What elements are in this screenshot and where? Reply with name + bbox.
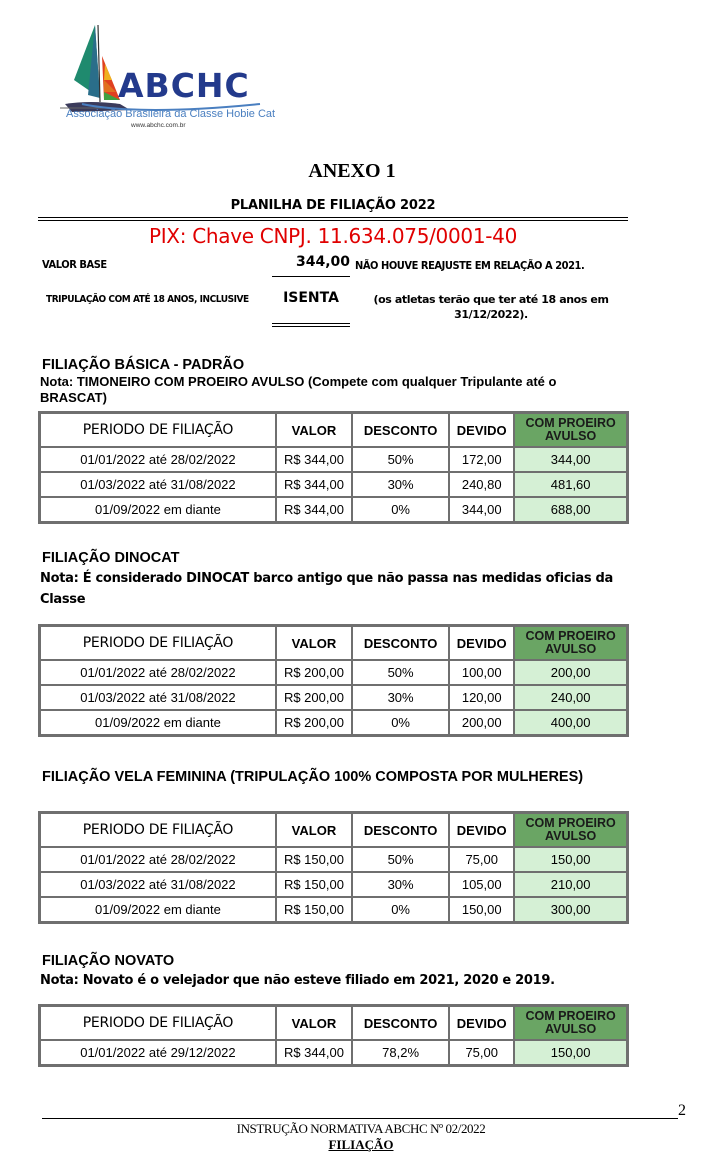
cell-desconto: 50% <box>352 847 449 872</box>
section-note: Nota: Novato é o velejador que não esteve filiado em 2021, 2020 e 2019. <box>40 973 555 988</box>
cell-desconto: 30% <box>352 872 449 897</box>
double-rule <box>38 217 628 221</box>
fee-table-basica <box>38 411 629 524</box>
cell-valor: R$ 200,00 <box>276 710 352 736</box>
cell-devido: 105,00 <box>449 872 514 897</box>
col-valor: VALOR <box>276 626 352 661</box>
cell-devido: 240,80 <box>449 472 514 497</box>
youth-label: TRIPULAÇÃO COM ATÉ 18 ANOS, INCLUSIVE <box>46 294 249 305</box>
page-number: 2 <box>678 1102 686 1119</box>
cell-desconto: 50% <box>352 447 449 472</box>
cell-com-proeiro: 240,00 <box>514 685 627 710</box>
col-devido: DEVIDO <box>449 813 514 848</box>
cell-periodo: 01/01/2022 até 28/02/2022 <box>40 447 276 472</box>
table-row <box>40 872 628 897</box>
col-com-proeiro: COM PROEIRO AVULSO <box>514 626 627 661</box>
col-valor: VALOR <box>276 813 352 848</box>
table-header-row <box>40 413 628 448</box>
cell-valor: R$ 344,00 <box>276 447 352 472</box>
table-row <box>40 710 628 736</box>
col-valor: VALOR <box>276 413 352 448</box>
cell-desconto: 0% <box>352 897 449 923</box>
cell-com-proeiro: 150,00 <box>514 1040 627 1066</box>
cell-desconto: 78,2% <box>352 1040 449 1066</box>
logo-name: ABCHC <box>118 66 250 105</box>
cell-devido: 120,00 <box>449 685 514 710</box>
table-header-row <box>40 813 628 848</box>
table-row <box>40 685 628 710</box>
col-periodo: PERIODO DE FILIAÇÃO <box>40 813 276 848</box>
col-valor: VALOR <box>276 1006 352 1041</box>
cell-valor: R$ 150,00 <box>276 872 352 897</box>
section-title: FILIAÇÃO VELA FEMININA (TRIPULAÇÃO 100% COMPOSTA POR MULHERES) <box>42 769 584 785</box>
cell-devido: 150,00 <box>449 897 514 923</box>
cell-com-proeiro: 344,00 <box>514 447 627 472</box>
cell-com-proeiro: 300,00 <box>514 897 627 923</box>
cell-com-proeiro: 688,00 <box>514 497 627 523</box>
cell-valor: R$ 150,00 <box>276 847 352 872</box>
col-devido: DEVIDO <box>449 413 514 448</box>
cell-devido: 75,00 <box>449 1040 514 1066</box>
cell-devido: 75,00 <box>449 847 514 872</box>
cell-valor: R$ 344,00 <box>276 1040 352 1066</box>
fee-table-dinocat <box>38 624 629 737</box>
cell-periodo: 01/09/2022 em diante <box>40 497 276 523</box>
table-row <box>40 472 628 497</box>
col-desconto: DESCONTO <box>352 813 449 848</box>
col-desconto: DESCONTO <box>352 413 449 448</box>
base-value-note: NÃO HOUVE REAJUSTE EM RELAÇÃO A 2021. <box>355 259 585 272</box>
table-row <box>40 1040 628 1066</box>
col-periodo: PERIODO DE FILIAÇÃO <box>40 413 276 448</box>
table-header-row <box>40 626 628 661</box>
cell-periodo: 01/03/2022 até 31/08/2022 <box>40 872 276 897</box>
table-row <box>40 497 628 523</box>
section-note: Nota: É considerado DINOCAT barco antigo que não passa nas medidas oficias da Classe <box>40 571 613 607</box>
base-value-underline <box>272 276 350 277</box>
cell-devido: 344,00 <box>449 497 514 523</box>
pix-key: PIX: Chave CNPJ. 11.634.075/0001-40 <box>148 224 518 248</box>
col-desconto: DESCONTO <box>352 626 449 661</box>
cell-desconto: 0% <box>352 497 449 523</box>
youth-value: ISENTA <box>283 290 339 306</box>
cell-valor: R$ 344,00 <box>276 472 352 497</box>
youth-note: (os atletas terão que ter até 18 anos em 31/12/2022). <box>373 293 609 321</box>
cell-periodo: 01/03/2022 até 31/08/2022 <box>40 685 276 710</box>
cell-devido: 200,00 <box>449 710 514 736</box>
cell-devido: 100,00 <box>449 660 514 685</box>
cell-com-proeiro: 210,00 <box>514 872 627 897</box>
fee-table-novato <box>38 1004 629 1067</box>
section-note: Nota: TIMONEIRO COM PROEIRO AVULSO (Compete com qualquer Tripulante até o BRASCAT) <box>40 374 557 405</box>
base-value: 344,00 <box>295 254 350 270</box>
cell-com-proeiro: 481,60 <box>514 472 627 497</box>
col-periodo: PERIODO DE FILIAÇÃO <box>40 626 276 661</box>
col-periodo: PERIODO DE FILIAÇÃO <box>40 1006 276 1041</box>
footer-subject: FILIAÇÃO <box>328 1137 394 1152</box>
logo-subtitle: Associação Brasileira da Classe Hobie Cat <box>66 108 276 120</box>
cell-periodo: 01/01/2022 até 28/02/2022 <box>40 847 276 872</box>
col-com-proeiro: COM PROEIRO AVULSO <box>514 413 627 448</box>
col-com-proeiro: COM PROEIRO AVULSO <box>514 813 627 848</box>
footer-instruction: INSTRUÇÃO NORMATIVA ABCHC Nº 02/2022 <box>236 1121 486 1136</box>
table-row <box>40 447 628 472</box>
section-title: FILIAÇÃO DINOCAT <box>42 550 180 566</box>
cell-valor: R$ 344,00 <box>276 497 352 523</box>
col-devido: DEVIDO <box>449 626 514 661</box>
annex-title: ANEXO 1 <box>308 160 396 182</box>
cell-com-proeiro: 400,00 <box>514 710 627 736</box>
cell-periodo: 01/01/2022 até 29/12/2022 <box>40 1040 276 1066</box>
section-title: FILIAÇÃO BÁSICA - PADRÃO <box>42 357 245 373</box>
base-value-label: VALOR BASE <box>42 258 107 271</box>
cell-desconto: 50% <box>352 660 449 685</box>
cell-periodo: 01/09/2022 em diante <box>40 710 276 736</box>
sheet-title: PLANILHA DE FILIAÇÃO 2022 <box>230 198 436 213</box>
cell-valor: R$ 200,00 <box>276 685 352 710</box>
table-row <box>40 897 628 923</box>
col-com-proeiro: COM PROEIRO AVULSO <box>514 1006 627 1041</box>
cell-desconto: 30% <box>352 685 449 710</box>
cell-periodo: 01/09/2022 em diante <box>40 897 276 923</box>
cell-periodo: 01/03/2022 até 31/08/2022 <box>40 472 276 497</box>
cell-com-proeiro: 150,00 <box>514 847 627 872</box>
youth-value-underline <box>272 323 350 327</box>
cell-desconto: 30% <box>352 472 449 497</box>
col-devido: DEVIDO <box>449 1006 514 1041</box>
fee-table-feminina <box>38 811 629 924</box>
footer-rule <box>42 1118 678 1119</box>
table-header-row <box>40 1006 628 1041</box>
section-title: FILIAÇÃO NOVATO <box>42 953 175 969</box>
cell-valor: R$ 150,00 <box>276 897 352 923</box>
cell-desconto: 0% <box>352 710 449 736</box>
cell-com-proeiro: 200,00 <box>514 660 627 685</box>
logo-url: www.abchc.com.br <box>131 122 186 129</box>
table-row <box>40 847 628 872</box>
cell-devido: 172,00 <box>449 447 514 472</box>
cell-periodo: 01/01/2022 até 28/02/2022 <box>40 660 276 685</box>
col-desconto: DESCONTO <box>352 1006 449 1041</box>
cell-valor: R$ 200,00 <box>276 660 352 685</box>
table-row <box>40 660 628 685</box>
